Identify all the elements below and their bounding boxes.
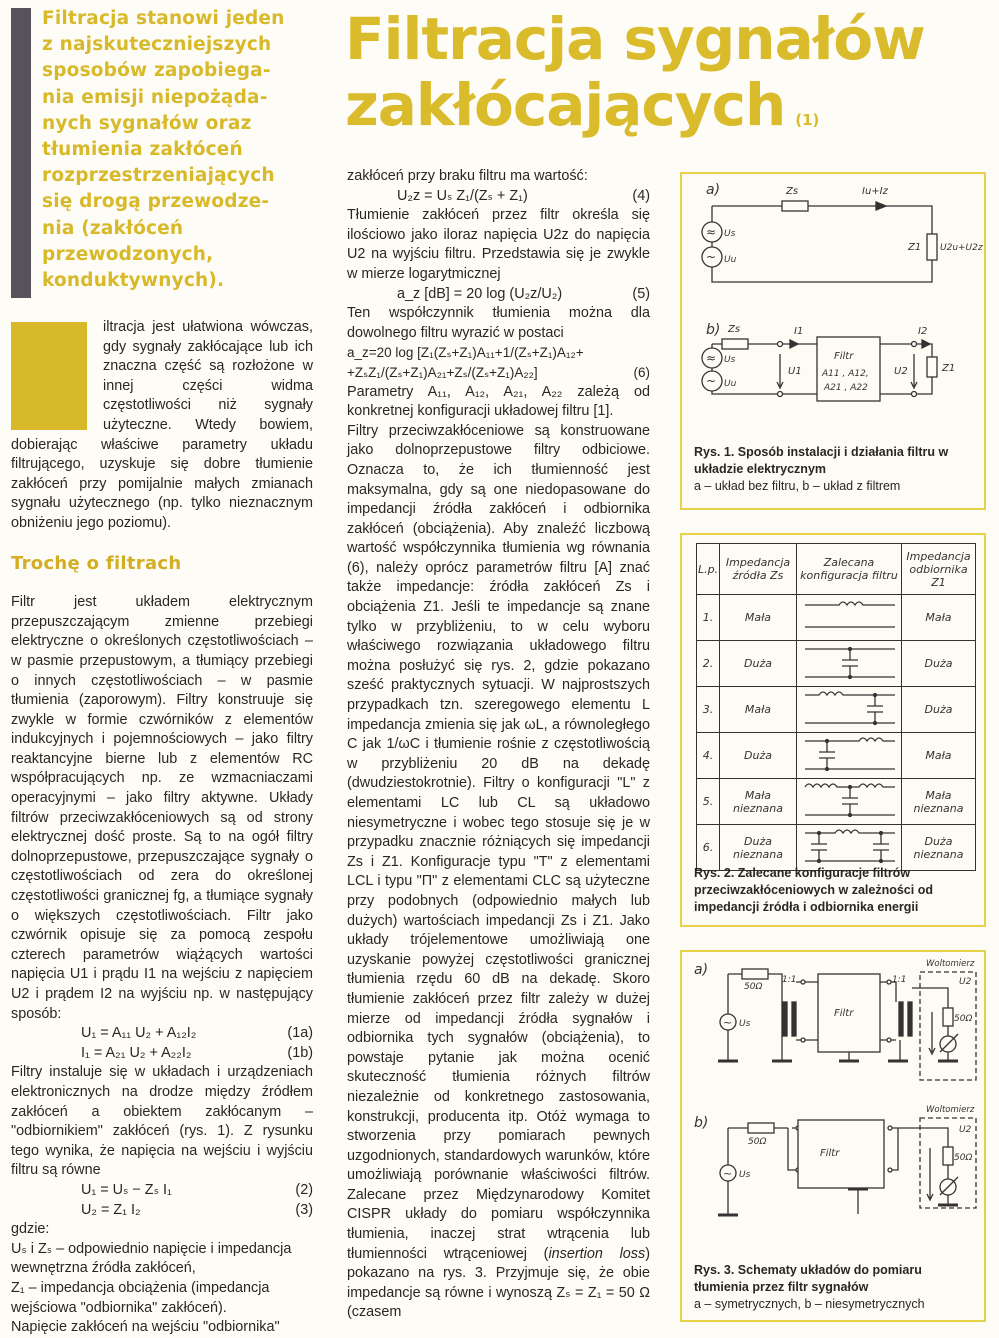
header-source-impedance: Impedancja źródła Zs xyxy=(720,544,797,595)
body-paragraph: zakłóceń przy braku filtru ma wartość: xyxy=(347,168,588,184)
svg-text:I1: I1 xyxy=(794,326,804,337)
svg-text:Woltomierz: Woltomierz xyxy=(926,959,975,969)
row-number: 4. xyxy=(697,733,720,779)
header-lp: L.p. xyxy=(697,544,720,595)
svg-text:50Ω: 50Ω xyxy=(744,982,763,992)
source-impedance: Mała xyxy=(720,595,797,641)
lead-paragraph xyxy=(42,6,312,294)
filter-config-diagram xyxy=(797,825,902,871)
equation-1b: I₁ = A₂₁ U₂ + A₂₂I₂ (1b) xyxy=(81,1044,313,1061)
svg-text:≈: ≈ xyxy=(706,225,717,239)
figure-3-circuits xyxy=(682,952,984,1252)
z1-resistor xyxy=(927,234,937,260)
svg-text:Us: Us xyxy=(724,229,736,239)
figure-1 xyxy=(680,172,986,510)
filter-config-diagram xyxy=(797,687,902,733)
filter-lcl-schematic-icon xyxy=(799,779,899,821)
svg-text:≈: ≈ xyxy=(706,351,717,365)
resistor-50-ohm xyxy=(742,969,768,979)
resistor-50-ohm xyxy=(943,1008,953,1026)
figure-2 xyxy=(680,533,986,927)
lead-line: nia emisji niepożąda- xyxy=(42,86,268,108)
svg-text:1:1: 1:1 xyxy=(782,975,797,985)
header-config: Zalecana konfiguracja filtru xyxy=(797,544,902,595)
definition-us-zs: Uₛ i Zₛ – odpowiednio napięcie i impedancja wewnętrzna źródła zakłóceń, xyxy=(11,1240,292,1277)
filter-config-diagram xyxy=(797,779,902,825)
body-paragraph: Parametry A₁₁, A₁₂, A₂₁, A₂₂ zależą od konkretnej konfiguracji układowej filtru [1]. xyxy=(347,383,650,420)
figure-1-caption: Rys. 1. Sposób instalacji i działania filtru w układzie elektrycznym a – układ bez filtru, b – układ z filtrem xyxy=(694,445,949,493)
filter-clc-schematic-icon xyxy=(799,825,899,867)
figure-3 xyxy=(680,950,986,1322)
figure-2-caption: Rys. 2. Zalecane konfiguracje filtrów przeciwzakłóceniowych w zależności od impedancji źródła i odbiornika energii xyxy=(694,866,933,914)
filter-c-schematic-icon xyxy=(799,641,899,683)
resistor-50-ohm xyxy=(748,1123,774,1133)
filter-config-diagram xyxy=(797,733,902,779)
svg-text:I2: I2 xyxy=(918,326,928,337)
body-paragraph: Napięcie zakłóceń na wejściu "odbiornika" xyxy=(11,1319,280,1336)
svg-text:b): b) xyxy=(694,1115,709,1131)
equation-1a: U₁ = A₁₁ U₂ + A₁₂I₂ (1a) xyxy=(81,1025,313,1042)
svg-text:A21 , A22: A21 , A22 xyxy=(824,383,868,393)
table-row xyxy=(697,733,976,779)
svg-text:50Ω: 50Ω xyxy=(954,1153,973,1163)
section-heading: Trochę o filtrach xyxy=(11,552,182,574)
z1-resistor xyxy=(927,357,937,377)
svg-text:Zs: Zs xyxy=(728,324,741,335)
filter-block xyxy=(798,1120,884,1188)
table-row xyxy=(697,687,976,733)
filter-l-schematic-icon xyxy=(799,595,899,637)
load-impedance: Mała xyxy=(902,733,976,779)
equation-6-line-1: a_z=20 log [Z₁(Zₛ+Z₁)A₁₁+1/(Zₛ+Z₁)A₁₂+ xyxy=(347,345,584,361)
table-row xyxy=(697,779,976,825)
lead-line: nych sygnałów oraz xyxy=(42,112,252,134)
svg-text:Woltomierz: Woltomierz xyxy=(926,1105,975,1115)
source-impedance: Duża xyxy=(720,641,797,687)
body-paragraph: Filtry przeciwzakłóceniowe są konstruowane jako dolnoprzepustowe filtry odbiciowe. Oznacza to, że ich tłumienność jest maksymalna, gdy są one niedopasowane do impedancji źródła zakłóceń i odbiornika zakłóceń (obciążenia). Aby znaleźć liczbową wartość współczynnika tłumienia wg równania (6), należy oprócz parametrów filtru [A] znać także impedancje: źródła zakłóceń Zs i obciążenia Z1. Jeśli te impedancje są znane tylko w przybliżeniu, to w celu wyboru właściwego rozwiązania układowego filtru można posłużyć się rys. 2, gdzie pokazano sześć praktycznych sytuacji. W najprostszych przypadkach tzn. szeregowego elementu L impedancja zmienia się jak ωL, a równoległego C jak 1/ωC i tłumienie rośnie z częstotliwością w przybliżeniu 20 dB na dekadę (dwudziestokrotnie). Filtry o konfiguracji "L" z elementami LC lub CL są układowo niesymetryczne i wobec tego stosuje się je w przypadku znacznie różniących się impedancji Zs i Z1. Konfiguracje typu "T" z elementami LCL i typu "Π" z elementami CLC są użyteczne przy podobnych (odpowiednio małych lub dużych) wartościach impedancji Zs i Z1. Jako układy trójelementowe umożliwiają one uzyskanie powyżej częstotliwości granicznej tłumienia rzędu 60 dB na dekadę. Skoro tłumienie zakłóceń przez filtr zależy w dużej mierze od impedancji źródła sygnałów i odbiornika tych sygnałów (obciążenia), to powstaje pytanie jak można ocenić skuteczność tłumienia różnych filtrów niezależnie od konkretnego zastosowania, konstrukcji, producenta itp. Otóż wymaga to stworzenia przy pomiarach pewnych uzgodnionych, standardowych warunków, które umożliwiają porównanie właściwości filtrów. Zalecane przez Międzynarodowy Komitet CISPR układy do pomiaru współczynnika tłumienia, inaczej strat wtrącenia lub tłumienności wtrąceniowej (insertion loss) pokazano na rys. 3. Przyjmuje się, że obie impedancje są równe i wynoszą Zₛ = Z₁ = 50 Ω (czasem xyxy=(347,422,650,1321)
dropcap xyxy=(11,322,87,430)
svg-text:50Ω: 50Ω xyxy=(954,1014,973,1024)
svg-text:~: ~ xyxy=(723,1167,733,1180)
lead-line: się drogą przewodze- xyxy=(42,191,270,213)
svg-text:1:1: 1:1 xyxy=(892,975,907,985)
load-impedance: Mała nieznana xyxy=(902,779,976,825)
zs-resistor xyxy=(722,339,748,349)
header-load-impedance: Impedancja odbiornika Z1 xyxy=(902,544,976,595)
lead-line: z najskuteczniejszych xyxy=(42,34,272,56)
svg-text:U2u+U2z: U2u+U2z xyxy=(940,243,983,253)
equation-3: U₂ = Z₁ I₂ (3) xyxy=(81,1201,313,1218)
title-line-2: zakłócających (1) xyxy=(345,71,820,139)
column-1 xyxy=(11,318,313,1338)
svg-text:Uu: Uu xyxy=(724,255,737,265)
article-title xyxy=(345,6,925,153)
figure-1-circuit xyxy=(682,174,984,414)
resistor-50-ohm xyxy=(943,1147,953,1165)
row-number: 5. xyxy=(697,779,720,825)
where-label: gdzie: xyxy=(11,1221,50,1238)
lead-line: rozprzestrzeniających xyxy=(42,165,275,187)
svg-text:Us: Us xyxy=(724,355,736,365)
equation-2: U₁ = Uₛ − Zₛ I₁ (2) xyxy=(81,1181,313,1198)
source-impedance: Mała xyxy=(720,687,797,733)
fig1-label-a: a) xyxy=(706,182,721,198)
transformer-icon xyxy=(783,1002,787,1036)
svg-text:U1: U1 xyxy=(788,366,802,377)
table-row xyxy=(697,641,976,687)
filter-lc-schematic-icon xyxy=(799,687,899,729)
lead-accent-bar xyxy=(11,8,31,298)
svg-text:~: ~ xyxy=(706,250,717,264)
fig1-label-b: b) xyxy=(706,322,721,338)
title-line-1: Filtracja sygnałów xyxy=(345,5,925,73)
svg-text:Z1: Z1 xyxy=(942,363,956,374)
transformer-icon xyxy=(899,1002,903,1036)
zs-resistor xyxy=(782,201,808,211)
svg-text:U2: U2 xyxy=(959,977,972,987)
svg-text:50Ω: 50Ω xyxy=(748,1137,767,1147)
load-impedance: Duża xyxy=(902,687,976,733)
source-impedance: Mała nieznana xyxy=(720,779,797,825)
table-row xyxy=(697,825,976,871)
equation-4: U₂z = Uₛ Z₁/(Zₛ + Z₁) (4) xyxy=(397,187,650,204)
row-number: 6. xyxy=(697,825,720,871)
filter-config-table xyxy=(696,543,976,871)
filter-config-diagram xyxy=(797,641,902,687)
svg-text:Us: Us xyxy=(739,1019,751,1029)
title-part-number: (1) xyxy=(795,111,820,129)
filter-cl-schematic-icon xyxy=(799,733,899,775)
svg-text:Z1: Z1 xyxy=(908,242,922,253)
figure-3-caption: Rys. 3. Schematy układów do pomiaru tłumienia przez filtr sygnałów a – symetrycznych, b – niesymetrycznych xyxy=(694,1263,925,1311)
body-paragraph: Ten współczynnik tłumienia można dla dowolnego filtru wyrazić w postaci xyxy=(347,305,650,341)
svg-text:Us: Us xyxy=(739,1170,751,1180)
load-impedance: Mała xyxy=(902,595,976,641)
svg-text:Zs: Zs xyxy=(786,186,799,197)
equation-5: a_z [dB] = 20 log (U₂z/U₂) (5) xyxy=(397,285,650,302)
svg-text:Filtr: Filtr xyxy=(834,351,854,362)
svg-text:Uu: Uu xyxy=(724,379,737,389)
svg-text:Iu+Iz: Iu+Iz xyxy=(862,186,888,197)
source-impedance: Duża nieznana xyxy=(720,825,797,871)
svg-text:Filtr: Filtr xyxy=(834,1008,854,1019)
lead-line: tłumienia zakłóceń xyxy=(42,139,243,161)
body-paragraph: Filtry instaluje się w układach i urządzeniach elektronicznych na drodze między źródłem zakłóceń a obiektem zakłócanym – "odbiornikiem" zakłóceń (rys. 1). Z rysunku tego wynika, że napięcia na wejściu i wyjściu filtru są równe xyxy=(11,1064,313,1179)
svg-text:~: ~ xyxy=(706,374,717,388)
definition-z1: Z₁ – impedancja obciążenia (impedancja wejściowa "odbiornika" zakłóceń). xyxy=(11,1279,270,1316)
svg-text:Filtr: Filtr xyxy=(820,1148,840,1159)
lead-line: przewodzonych, xyxy=(42,243,214,265)
svg-text:A11 , A12,: A11 , A12, xyxy=(822,369,869,379)
column-2 xyxy=(347,167,650,1323)
table-row xyxy=(697,595,976,641)
source-impedance: Duża xyxy=(720,733,797,779)
intro-paragraph: iltracja jest ułatwiona wówczas, gdy sygnały zakłócające lub ich znaczna część są rozłożone w innej części widma częstotliwości niż sygnały użyteczne. Wtedy bowiem, dobierając właściwe parametry układu filtrującego, uzyskuje się dobre tłumienie zakłóceń przy pomijalnie małych zmianach sygnału użytecznego (np. tylko nieznacznym obniżeniu jego poziomu). xyxy=(11,319,313,531)
lead-line: Filtracja stanowi jeden xyxy=(42,8,285,29)
svg-text:U2: U2 xyxy=(894,366,908,377)
filter-config-diagram xyxy=(797,595,902,641)
load-impedance: Duża nieznana xyxy=(902,825,976,871)
row-number: 3. xyxy=(697,687,720,733)
lead-line: nia (zakłóceń xyxy=(42,217,184,239)
lead-line: konduktywnych). xyxy=(42,270,225,292)
svg-text:U2: U2 xyxy=(959,1125,972,1135)
lead-line: sposobów zapobiega- xyxy=(42,60,271,82)
equation-6-line-2: +ZₛZ₁/(Zₛ+Z₁)A₂₁+Zₛ/(Zₛ+Z₁)A₂₂] (6) xyxy=(347,364,650,380)
body-paragraph: Filtr jest układem elektrycznym przepuszczającym zmienne przebiegi elektryczne o określonych częstotliwościach – w pasmie przepustowym, a tłumiący przebiegi o innych częstotliwościach – w pasmie tłumienia (zaporowym). Filtry konstruuje się zwykle w formie czwórników z elementów indukcyjnych i pojemnościowych – jako filtry reaktancyjne bierne lub z elementów RC współpracujących np. ze wzmacniaczami operacyjnymi – jako filtry aktywne. Układy filtrów przeciwzakłóceniowych są od strony elektrycznej dość proste. Są to na ogół filtry dolnoprzepustowe, przepuszczające sygnały o częstotliwościach od zera do określonej częstotliwości granicznej fg, a tłumiące sygnały o większych częstotliwościach. Filtr jako czwórnik opisuje się za pomocą zespołu czterech parametrów wiążących wartości napięcia U1 i prądu I1 na wejściu z napięciem U2 i prądem I2 na wyjściu np. w następujący sposób: xyxy=(11,594,313,1022)
row-number: 1. xyxy=(697,595,720,641)
row-number: 2. xyxy=(697,641,720,687)
body-paragraph: Tłumienie zakłóceń przez filtr określa się ilościowo jako iloraz napięcia U2z do napięcia U2 na wyjściu filtru. Przedstawia się je zwykle w mierze logarytmicznej xyxy=(347,207,650,282)
current-arrow xyxy=(876,202,886,210)
svg-text:~: ~ xyxy=(723,1016,733,1029)
load-impedance: Duża xyxy=(902,641,976,687)
svg-text:a): a) xyxy=(694,962,709,978)
